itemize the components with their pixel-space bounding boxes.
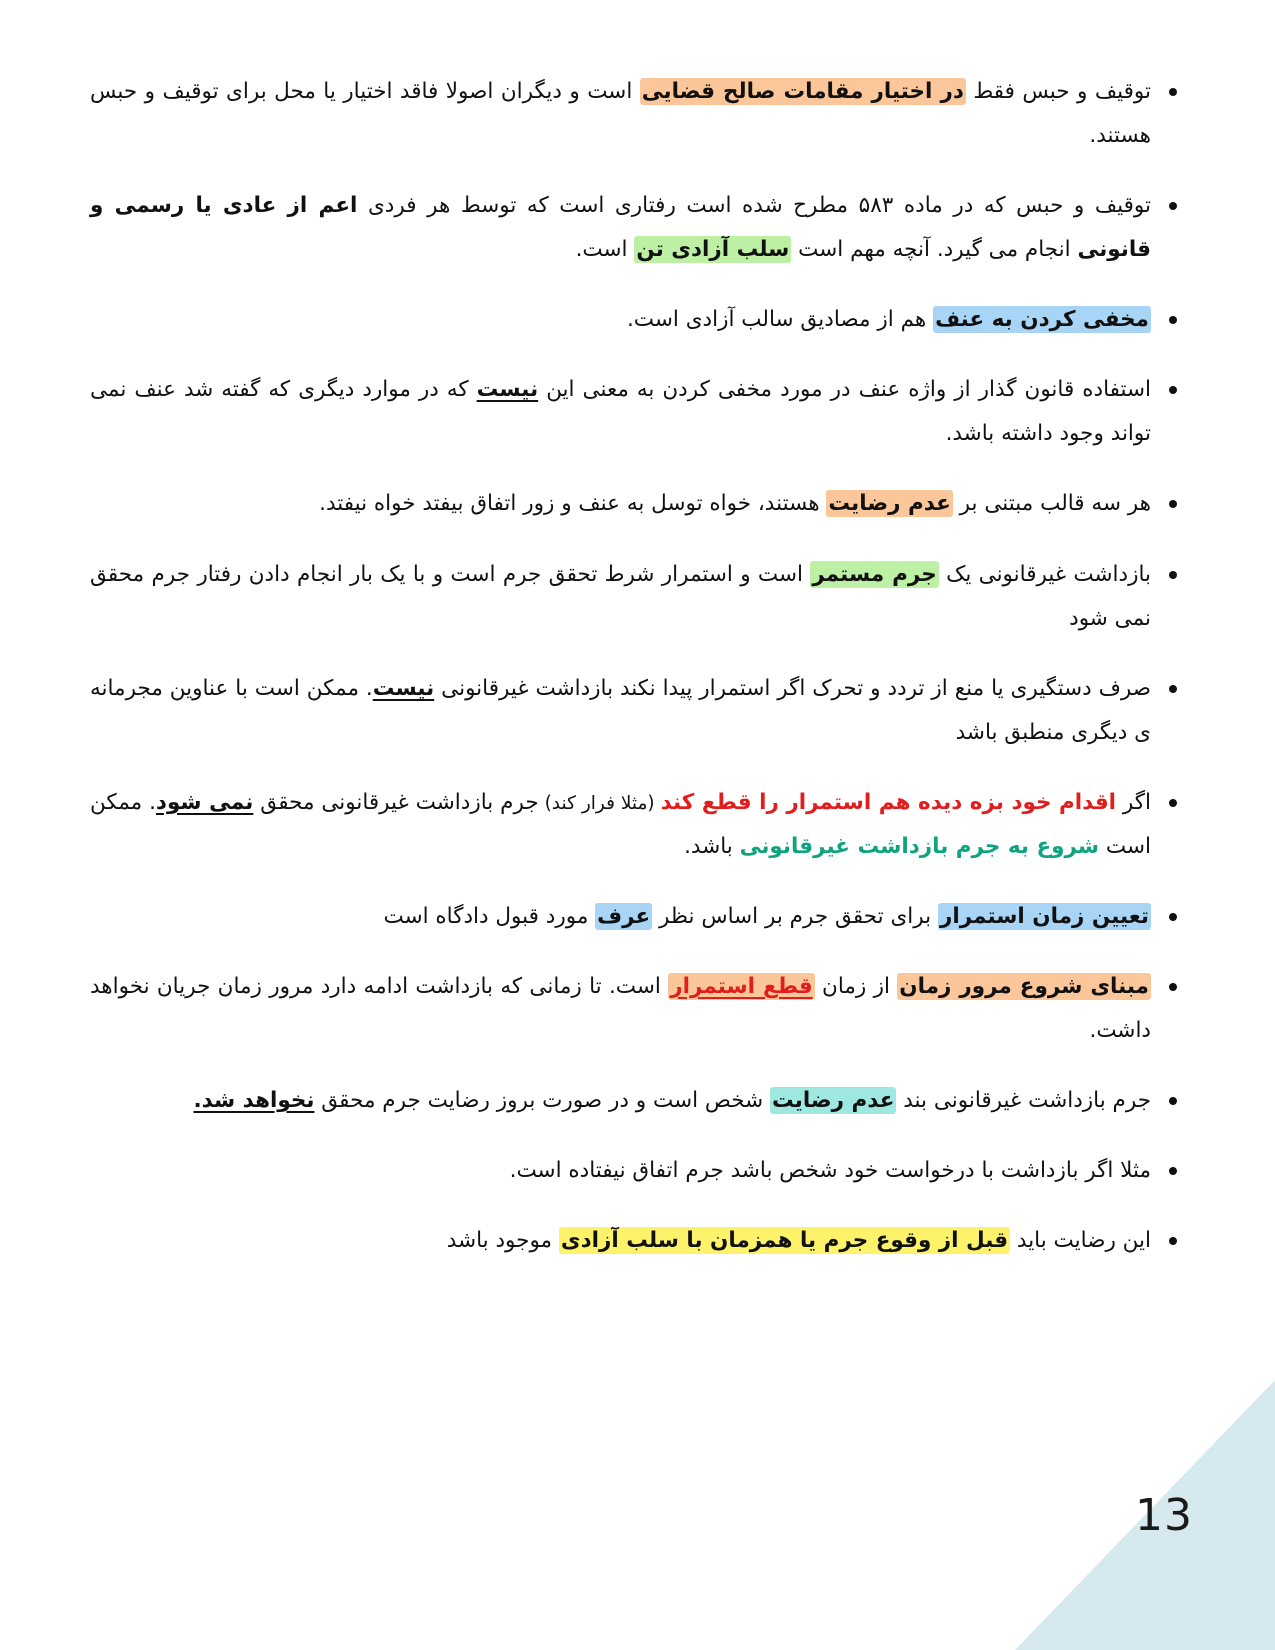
text-segment: موجود باشد: [446, 1228, 559, 1254]
text-segment: است. تا زمانی که بازداشت ادامه دارد مرور زمان جریان نخواهد داشت.: [90, 973, 1151, 1043]
highlighted-text: مخفی کردن به عنف: [935, 307, 1149, 333]
text-segment: هستند، خواه توسل به عنف و زور اتفاق بیفتد خواه نیفتد.: [319, 491, 827, 517]
text-segment: جرم بازداشت غیرقانونی بند: [896, 1088, 1151, 1114]
list-item: [90, 298, 1185, 342]
highlighted-text: جرم مستمر: [812, 561, 937, 587]
list-item: [90, 1079, 1185, 1123]
text-segment: نیست: [372, 675, 435, 701]
list-item: [90, 553, 1185, 641]
text-segment: انجام می گیرد. آنچه مهم است: [791, 237, 1078, 263]
highlighted-text: تعیین زمان استمرار: [939, 903, 1149, 929]
text-segment: باشد.: [684, 833, 740, 859]
highlighted-text: در اختیار مقامات صالح قضایی: [641, 79, 964, 104]
text-segment: نیست: [476, 377, 539, 403]
text-segment: (مثلا فرار کند): [538, 792, 661, 814]
text-segment: شروع به جرم بازداشت غیرقانونی: [739, 833, 1100, 859]
text-segment: . ممکن است: [90, 789, 1151, 859]
text-segment: . ممکن است با عناوین مجرمانه ی دیگری منطبق باشد: [90, 675, 1151, 745]
text-segment: جرم بازداشت غیرقانونی محقق: [253, 789, 539, 815]
highlighted-text: مبنای شروع مرور زمان: [899, 973, 1149, 999]
list-item: [90, 895, 1185, 939]
text-segment: اقدام خود بزه دیده هم استمرار را قطع کند: [660, 789, 1117, 815]
list-item: [90, 368, 1185, 456]
highlighted-text: عرف: [597, 903, 651, 929]
list-item: [90, 965, 1185, 1053]
highlighted-text: عدم رضایت: [772, 1088, 895, 1114]
highlighted-text: قطع استمرار: [670, 973, 813, 999]
text-segment: بازداشت غیرقانونی یک: [938, 561, 1151, 587]
text-segment: هم از مصادیق سالب آزادی است.: [626, 307, 934, 333]
text-segment: برای تحقق جرم بر اساس نظر: [652, 903, 938, 929]
text-segment: که در موارد دیگری که گفته شد عنف نمی تواند وجود داشته باشد.: [90, 377, 1151, 447]
highlighted-text: سلب آزادی تن: [636, 237, 790, 263]
list-item: [90, 1219, 1185, 1263]
highlighted-text: عدم رضایت: [828, 491, 951, 517]
text-segment: نمی شود: [155, 789, 254, 815]
text-segment: از زمان: [814, 973, 898, 999]
text-segment: توقیف و حبس فقط: [965, 79, 1151, 104]
page-number: 13: [1135, 1490, 1193, 1541]
text-segment: صرف دستگیری یا منع از تردد و تحرک اگر استمرار پیدا نکند بازداشت غیرقانونی: [434, 675, 1151, 701]
list-item: [90, 667, 1185, 755]
list-item: [90, 781, 1185, 869]
text-segment: اعم از عادی یا رسمی و قانونی: [90, 193, 1151, 263]
text-segment: مورد قبول دادگاه است: [383, 903, 596, 929]
text-segment: است و استمرار شرط تحقق جرم است و با یک بار انجام دادن رفتار جرم محقق نمی شود: [90, 561, 1151, 631]
text-segment: نخواهد شد.: [193, 1088, 315, 1114]
text-segment: هر سه قالب مبتنی بر: [952, 491, 1151, 517]
text-segment: مثلا اگر بازداشت با درخواست خود شخص باشد جرم اتفاق نیفتاده است.: [509, 1158, 1151, 1184]
bullet-list: [90, 70, 1185, 1263]
text-segment: استفاده قانون گذار از واژه عنف در مورد مخفی کردن به معنی این: [538, 377, 1151, 403]
text-segment: است و دیگران اصولا فاقد اختیار یا محل برای توقیف و حبس هستند.: [90, 79, 1151, 149]
text-segment: اگر: [1116, 789, 1151, 815]
text-segment: این رضایت باید: [1010, 1228, 1151, 1254]
highlighted-text: قبل از وقوع جرم یا همزمان با سلب آزادی: [560, 1228, 1009, 1254]
text-segment: است.: [575, 237, 635, 263]
list-item: [90, 70, 1185, 158]
text-segment: توقیف و حبس که در ماده ۵۸۳ مطرح شده است رفتاری است که توسط هر فردی: [357, 193, 1151, 219]
list-item: [90, 1149, 1185, 1193]
list-item: [90, 482, 1185, 526]
text-segment: شخص است و در صورت بروز رضایت جرم محقق: [314, 1088, 770, 1114]
list-item: [90, 184, 1185, 272]
